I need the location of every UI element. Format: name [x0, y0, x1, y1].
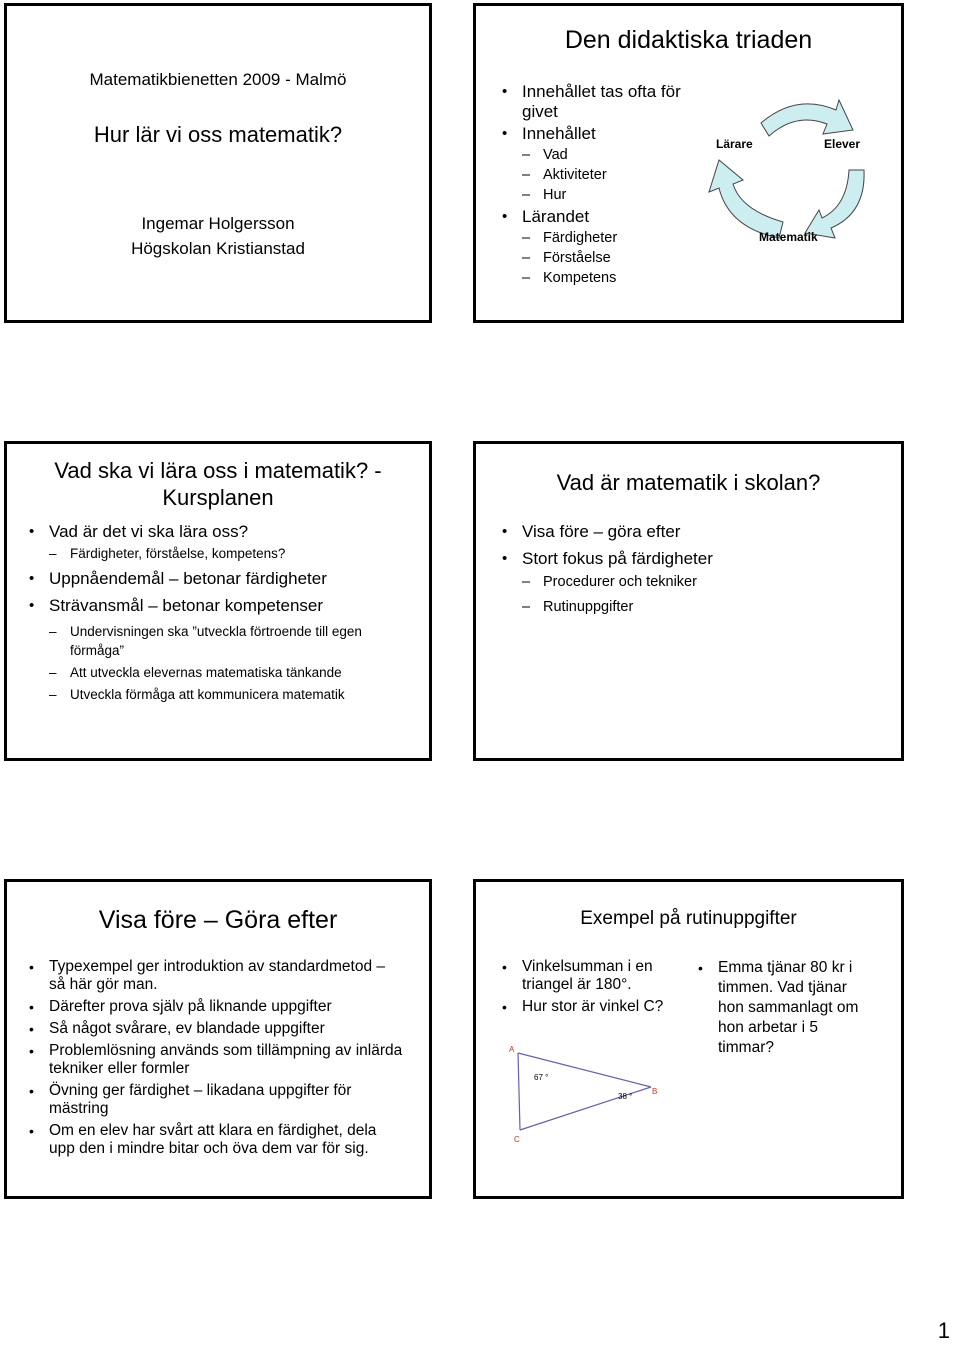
bullet-list	[25, 958, 405, 1162]
list-item: – Kompetens	[498, 269, 683, 288]
cycle-node-larare: Lärare	[716, 137, 753, 151]
list-item: • Om en elev har svårt att klara en färdighet, dela upp den i mindre bitar och öva dem var för sig.	[25, 1122, 405, 1158]
list-item: • Strävansmål – betonar kompetenser	[25, 596, 405, 616]
triangle-figure	[506, 1045, 666, 1145]
triangle-vertex-b: B	[652, 1087, 658, 1096]
triangle-side-ca	[518, 1053, 520, 1130]
slide-heading: Visa före – Göra efter	[98, 906, 338, 934]
triangle-angle-a: 67 °	[534, 1073, 549, 1082]
list-item: – Aktiviteter	[498, 166, 683, 185]
list-item: • Typexempel ger introduktion av standardmetod – så här gör man.	[25, 958, 405, 994]
list-item: – Undervisningen ska ”utveckla förtroende till egen förmåga”	[25, 622, 370, 660]
cycle-arrow-left	[709, 160, 783, 238]
list-item: – Att utveckla elevernas matematiska tänkande	[25, 663, 405, 682]
author-affiliation: Högskolan Kristianstad	[131, 239, 305, 258]
list-item: • Övning ger färdighet – likadana uppgifter för mästring	[25, 1082, 405, 1118]
list-item: • Lärandet	[498, 207, 683, 227]
list-item: – Vad	[498, 146, 683, 165]
list-item: • Uppnåendemål – betonar färdigheter	[25, 569, 405, 589]
list-item: – Utveckla förmåga att kommunicera matematik	[25, 685, 405, 704]
list-item: • Innehållet	[498, 124, 683, 144]
list-item: – Hur	[498, 186, 683, 205]
author-name: Ingemar Holgersson	[141, 214, 295, 233]
cycle-node-matematik: Matematik	[759, 230, 818, 244]
list-item: • Därefter prova själv på liknande uppgifter	[25, 998, 405, 1016]
slide-title-text: Hur lär vi oss matematik?	[93, 122, 343, 147]
list-item: • Hur stor är vinkel C?	[498, 998, 673, 1016]
event-name: Matematikbienetten 2009 - Malmö	[89, 70, 347, 89]
list-item: – Färdigheter	[498, 229, 683, 248]
bullet-list	[498, 82, 683, 289]
list-item: • Innehållet tas ofta för givet	[498, 82, 683, 122]
slide-didactic-triad	[473, 3, 904, 323]
list-item: – Förståelse	[498, 249, 683, 268]
list-item: • Vinkelsumman i en triangel är 180°.	[498, 958, 673, 994]
triangle-vertex-c: C	[514, 1135, 520, 1144]
triangle-vertex-a: A	[509, 1045, 515, 1054]
list-item: – Rutinuppgifter	[498, 598, 878, 617]
bullet-list-left	[498, 958, 673, 1020]
cycle-arrow-top	[761, 100, 853, 136]
slide-heading: Den didaktiska triaden	[564, 26, 813, 54]
slide-kursplanen	[4, 441, 432, 761]
slide-visa-fore	[4, 879, 432, 1199]
list-item: • Vad är det vi ska lära oss?	[25, 522, 405, 542]
bullet-list	[25, 522, 405, 705]
list-item: • Problemlösning används som tillämpning av inlärda tekniker eller formler	[25, 1042, 405, 1078]
slide-heading: Vad ska vi lära oss i matematik? - Kursplanen	[54, 458, 382, 510]
list-item: – Färdigheter, förståelse, kompetens?	[25, 544, 405, 563]
bullet-list	[498, 522, 878, 618]
list-item: – Procedurer och tekniker	[498, 573, 878, 592]
list-item: • Emma tjänar 80 kr i timmen. Vad tjänar hon sammanlagt om hon arbetar i 5 timmar?	[694, 958, 864, 1058]
bullet-list-right	[694, 958, 864, 1062]
list-item: • Visa före – göra efter	[498, 522, 878, 542]
slide-title	[4, 3, 432, 323]
list-item: • Stort fokus på färdigheter	[498, 549, 878, 569]
triangle-angle-b: 38 °	[618, 1092, 633, 1101]
slide-rutinuppgifter	[473, 879, 904, 1199]
slide-heading: Exempel på rutinuppgifter	[580, 908, 797, 929]
cycle-node-elever: Elever	[824, 137, 861, 151]
page-number: 1	[937, 1318, 950, 1343]
list-item: • Så något svårare, ev blandade uppgifter	[25, 1020, 405, 1038]
slide-heading: Vad är matematik i skolan?	[556, 470, 821, 495]
slide-skolmatematik	[473, 441, 904, 761]
cycle-arrow-right	[805, 170, 864, 238]
